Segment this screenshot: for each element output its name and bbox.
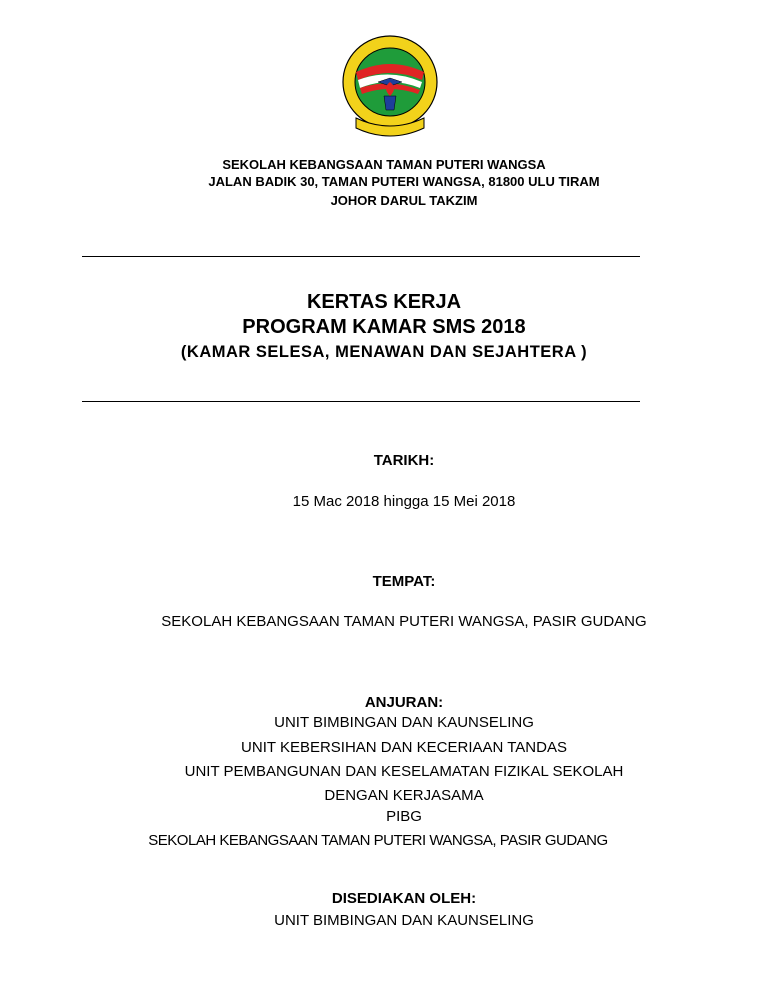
divider-top <box>82 256 640 257</box>
school-crest-icon <box>334 30 446 146</box>
doc-title: KERTAS KERJA <box>306 291 462 313</box>
venue-value: SEKOLAH KEBANGSAAN TAMAN PUTERI WANGSA, PASIR GUDANG <box>161 613 647 630</box>
school-state: JOHOR DARUL TAKZIM <box>330 193 478 208</box>
organizer-line: PIBG <box>386 808 422 825</box>
organizer-line: DENGAN KERJASAMA <box>324 787 484 804</box>
prepared-value: UNIT BIMBINGAN DAN KAUNSELING <box>274 912 534 929</box>
organizer-line: UNIT PEMBANGUNAN DAN KESELAMATAN FIZIKAL SEKOLAH <box>184 763 624 780</box>
school-address: JALAN BADIK 30, TAMAN PUTERI WANGSA, 81800 ULU TIRAM <box>208 174 600 189</box>
prepared-label: DISEDIAKAN OLEH: <box>331 890 477 907</box>
program-subtitle: (KAMAR SELESA, MENAWAN DAN SEJAHTERA ) <box>180 343 588 361</box>
divider-bottom <box>82 401 640 402</box>
program-title: PROGRAM KAMAR SMS 2018 <box>242 316 526 338</box>
venue-label: TEMPAT: <box>372 573 436 590</box>
organizer-line: UNIT KEBERSIHAN DAN KECERIAAN TANDAS <box>241 739 567 756</box>
organizer-line: SEKOLAH KEBANGSAAN TAMAN PUTERI WANGSA, PASIR GUDANG <box>148 832 608 849</box>
school-logo <box>334 30 446 146</box>
school-name: SEKOLAH KEBANGSAAN TAMAN PUTERI WANGSA <box>222 157 546 172</box>
date-value: 15 Mac 2018 hingga 15 Mei 2018 <box>292 493 516 510</box>
organizer-line: UNIT BIMBINGAN DAN KAUNSELING <box>274 714 534 731</box>
date-label: TARIKH: <box>373 452 435 469</box>
organizer-label: ANJURAN: <box>364 694 444 711</box>
